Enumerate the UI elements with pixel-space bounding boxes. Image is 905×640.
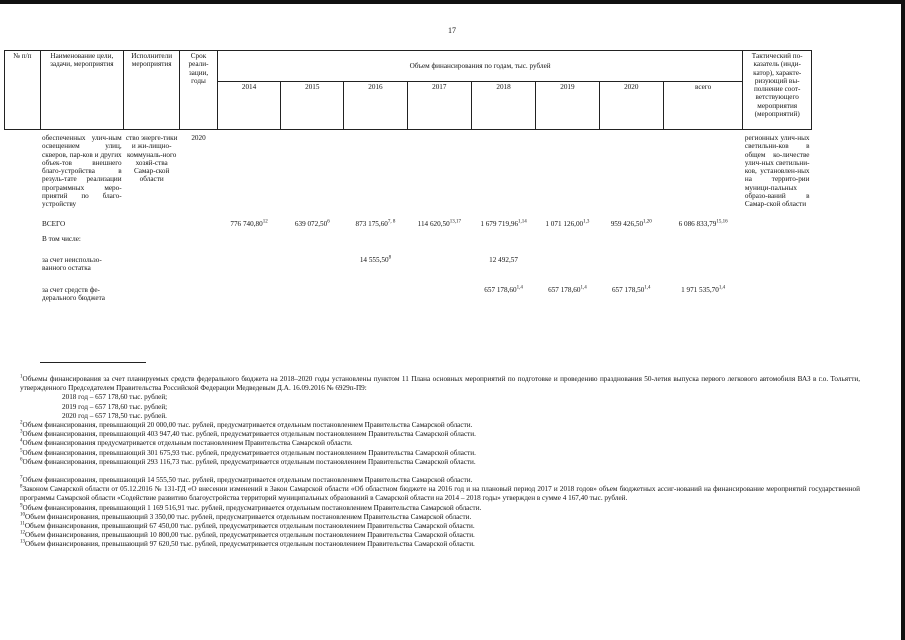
cell-value bbox=[217, 229, 280, 244]
footnote-ref: 15,16 bbox=[716, 219, 728, 225]
footnote bbox=[20, 430, 860, 439]
header-year: 2017 bbox=[407, 82, 471, 130]
cell-value bbox=[407, 229, 471, 244]
header-year: 2020 bbox=[599, 82, 663, 130]
footnote-number: 3 bbox=[20, 429, 23, 435]
row-label: за счет неиспользо-ванного остатка bbox=[42, 256, 102, 273]
footnote bbox=[20, 540, 860, 549]
footnote-separator bbox=[40, 362, 146, 363]
footnote-ref: 1,4 bbox=[580, 285, 587, 291]
footnote-ref: 1,3 bbox=[583, 219, 590, 225]
row-name: обеспеченных улич-ным освещением улиц, скверов, пар-ков и других объек-тов внешнего благо-устройства в резуль-тате реализации программных меро-приятий по благо-устройству bbox=[42, 134, 122, 209]
footnote-text: Объем финансирования предусматривается отдельным постановлением Правительства Самарской области. bbox=[22, 439, 353, 448]
footnote-text: Объем финансирования, превышающий 10 800,00 тыс. рублей, предусматривается отдельным постановлением Правительства Самарской области. bbox=[25, 531, 475, 540]
footnote-ref: 1,20 bbox=[643, 219, 652, 225]
header-year: всего bbox=[663, 82, 743, 130]
footnote-ref: 1,4 bbox=[516, 285, 523, 291]
footnote-number: 7 bbox=[20, 475, 23, 481]
cell-value: 873 175,60$^{7, 8}$ bbox=[355, 219, 396, 228]
footnote-number: 8 bbox=[20, 484, 23, 490]
footnote-ref: 13,17 bbox=[449, 219, 461, 225]
cell-value: 114 620,50$^{13,17}$ bbox=[417, 219, 461, 228]
footnote-number: 1 bbox=[20, 374, 23, 380]
footnote-text: Объем финансирования, превышающий 97 620,50 тыс. рублей, предусматривается отдельным постановлением Правительства Самарской области. bbox=[25, 540, 475, 549]
table-row bbox=[5, 244, 812, 274]
footnote-text: Объем финансирования, превышающий 67 450,00 тыс. рублей, предусматривается отдельным постановлением Правительства Самарской области. bbox=[24, 522, 475, 531]
footnote-number: 13 bbox=[20, 540, 25, 546]
cell-value: 1 679 719,96$^{1,14}$ bbox=[480, 219, 527, 228]
header-col-funding: Объем финансирования по годам, тыс. рублей bbox=[217, 51, 743, 82]
footnote-text: 2019 год – 657 178,60 тыс. рублей; bbox=[62, 402, 168, 411]
footnote bbox=[20, 393, 860, 402]
footnote bbox=[20, 476, 860, 485]
cell-value bbox=[599, 229, 663, 244]
cell-value bbox=[281, 229, 344, 244]
header-col-indicator: Тактический по-казатель (инди-катор), характе-ризующий вы-полнение соот-ветствующего мероприятия (мероприятий) bbox=[743, 51, 812, 130]
row-exec: ство энерге-тики и жи-лищно-коммуналь-ного хозяй-ства Самар-ской области bbox=[125, 134, 178, 184]
header-year: 2018 bbox=[472, 82, 536, 130]
footnote-ref: 1,4 bbox=[644, 285, 651, 291]
page-number: 17 bbox=[448, 26, 456, 35]
table-row-continued bbox=[5, 130, 812, 210]
header-year: 2019 bbox=[536, 82, 600, 130]
cell-value: 6 086 833,79$^{15,16}$ bbox=[678, 219, 728, 228]
footnote-number: 10 bbox=[20, 512, 25, 518]
cell-value bbox=[407, 274, 471, 304]
top-border bbox=[0, 0, 905, 4]
cell-value bbox=[407, 244, 471, 274]
cell-value: 639 072,50$^6$ bbox=[294, 219, 330, 228]
financing-table bbox=[4, 50, 812, 303]
footnote-text: Объемы финансирования за счет планируемых средств федерального бюджета на 2018–2020 годы установлены пунктом 11 Плана основных мероприятий по подготовке и проведению празднования 50-летия выпуска первого легкового автомобиля ВАЗ в г.о. Тольятти, утвержденного Председателем Правительства Российской Федерации Медведевым Д.А. 16.09.2016 № 6929п-П9: bbox=[20, 375, 860, 393]
footnote-number: 11 bbox=[20, 521, 25, 527]
header-col-num: № п/п bbox=[5, 51, 41, 130]
footnote bbox=[20, 421, 860, 430]
cell-value: 959 426,50$^{1,20}$ bbox=[610, 219, 652, 228]
cell-value bbox=[663, 229, 743, 244]
cell-value bbox=[281, 274, 344, 304]
cell-value bbox=[217, 244, 280, 274]
footnote-number: 6 bbox=[20, 457, 23, 463]
footnote-text: 2020 год – 657 178,50 тыс. рублей. bbox=[62, 411, 167, 420]
footnote-text: Объем финансирования, превышающий 301 675,93 тыс. рублей, предусматривается отдельным постановлением Правительства Самарской области. bbox=[22, 448, 476, 457]
header-year: 2015 bbox=[281, 82, 344, 130]
cell-value bbox=[599, 244, 663, 274]
footnote-number: 9 bbox=[20, 503, 23, 509]
row-label: В том числе: bbox=[42, 234, 81, 243]
cell-value bbox=[344, 274, 407, 304]
header-col-term: Срок реали-зации, годы bbox=[180, 51, 218, 130]
footnote bbox=[20, 531, 860, 540]
cell-value: 657 178,60$^{1,4}$ bbox=[548, 285, 587, 294]
cell-value: 657 178,50$^{1,4}$ bbox=[611, 285, 651, 294]
header-row-1 bbox=[5, 51, 812, 82]
footnote bbox=[20, 403, 860, 412]
footnote-number: 4 bbox=[20, 439, 23, 445]
right-border bbox=[901, 0, 905, 640]
table-row bbox=[5, 229, 812, 244]
cell-value: 12 492,57 bbox=[489, 256, 518, 265]
header-col-exec: Исполнители мероприятия bbox=[124, 51, 180, 130]
cell-value bbox=[536, 244, 600, 274]
footnote bbox=[20, 504, 860, 513]
cell-value: 1 071 126,00$^{1,3}$ bbox=[545, 219, 590, 228]
footnote-text: Объем финансирования, превышающий 1 169 516,91 тыс. рублей, предусматривается отдельным постановлением Правительства Самарской области. bbox=[22, 503, 482, 512]
footnote bbox=[20, 522, 860, 531]
footnote-ref: 1,4 bbox=[718, 285, 726, 291]
cell-value: 14 555,50$^8$ bbox=[359, 255, 392, 265]
cell-value bbox=[344, 229, 407, 244]
footnotes bbox=[20, 375, 860, 550]
cell-value bbox=[536, 229, 600, 244]
footnote bbox=[20, 375, 860, 393]
footnote bbox=[20, 439, 860, 448]
footnote-ref: 1,14 bbox=[518, 219, 527, 225]
footnote bbox=[20, 412, 860, 421]
footnote-text: Объем финансирования, превышающий 403 947,40 тыс. рублей, предусматривается отдельным постановлением Правительства Самарской области. bbox=[22, 430, 476, 439]
table-row bbox=[5, 210, 812, 229]
footnote bbox=[20, 485, 860, 503]
cell-value: 1 971 535,70$^{1,4}$ bbox=[681, 285, 726, 294]
header-year: 2016 bbox=[344, 82, 407, 130]
cell-value: 776 740,80$^{12}$ bbox=[230, 219, 268, 228]
header-year: 2014 bbox=[217, 82, 280, 130]
row-label: за счет средств фе-дерального бюджета bbox=[42, 285, 105, 302]
footnote-number: 2 bbox=[20, 420, 23, 426]
footnote-number: 5 bbox=[20, 448, 23, 454]
footnote-text: 2018 год – 657 178,60 тыс. рублей; bbox=[62, 393, 168, 402]
footnote bbox=[20, 513, 860, 522]
footnote bbox=[20, 449, 860, 458]
cell-value bbox=[217, 274, 280, 304]
footnote-text: Объем финансирования, превышающий 14 555,50 тыс. рублей, предусматривается отдельным постановлением Правительства Самарской области. bbox=[22, 476, 473, 485]
footnote-text: Объем финансирования, превышающий 3 350,00 тыс. рублей, предусматривается отдельным постановлением Правительства Самарской области. bbox=[25, 512, 472, 521]
header-col-name: Наименование цели, задачи, мероприятия bbox=[40, 51, 124, 130]
footnote-text: Законом Самарской области от 05.12.2016 № 131-ГД «О внесении изменений в Закон Самарской области «Об областном бюджете на 2016 год и на плановый период 2017 и 2018 годов» объем бюджетных ассиг-нований на финансирование мероприятий государственной программы Самарской области «Содействие развитию благоустройства территорий муниципальных образований в Самарской области на 2014 – 2018 годы» утвержден в сумме 4 167,40 тыс. рублей. bbox=[20, 485, 860, 503]
row-term: 2020 bbox=[191, 134, 206, 142]
cell-value bbox=[281, 244, 344, 274]
footnote-ref: 6 bbox=[327, 219, 330, 225]
footnote-ref: 7, 8 bbox=[387, 219, 396, 225]
row-label: ВСЕГО bbox=[42, 219, 66, 228]
footnote-ref: 8 bbox=[388, 255, 392, 261]
table-row bbox=[5, 274, 812, 304]
footnote-ref: 12 bbox=[262, 219, 268, 225]
cell-value bbox=[472, 229, 536, 244]
cell-value bbox=[663, 244, 743, 274]
cell-value: 657 178,60$^{1,4}$ bbox=[484, 285, 523, 294]
footnote bbox=[20, 458, 860, 467]
footnote-text: Объем финансирования, превышающий 20 000,00 тыс. рублей, предусматривается отдельным постановлением Правительства Самарской области. bbox=[22, 421, 473, 430]
footnote-text: Объем финансирования, превышающий 293 116,73 тыс. рублей, предусматривается отдельным постановлением Правительства Самарской области. bbox=[22, 457, 476, 466]
row-indicator: регионных улич-ных светильни-ков в общем ко-личестве улич-ных светильни-ков, установлен-ных на террито-рии муници-пальных образо-ваний в Самар-ской области bbox=[744, 134, 810, 209]
footnote-number: 12 bbox=[20, 530, 25, 536]
